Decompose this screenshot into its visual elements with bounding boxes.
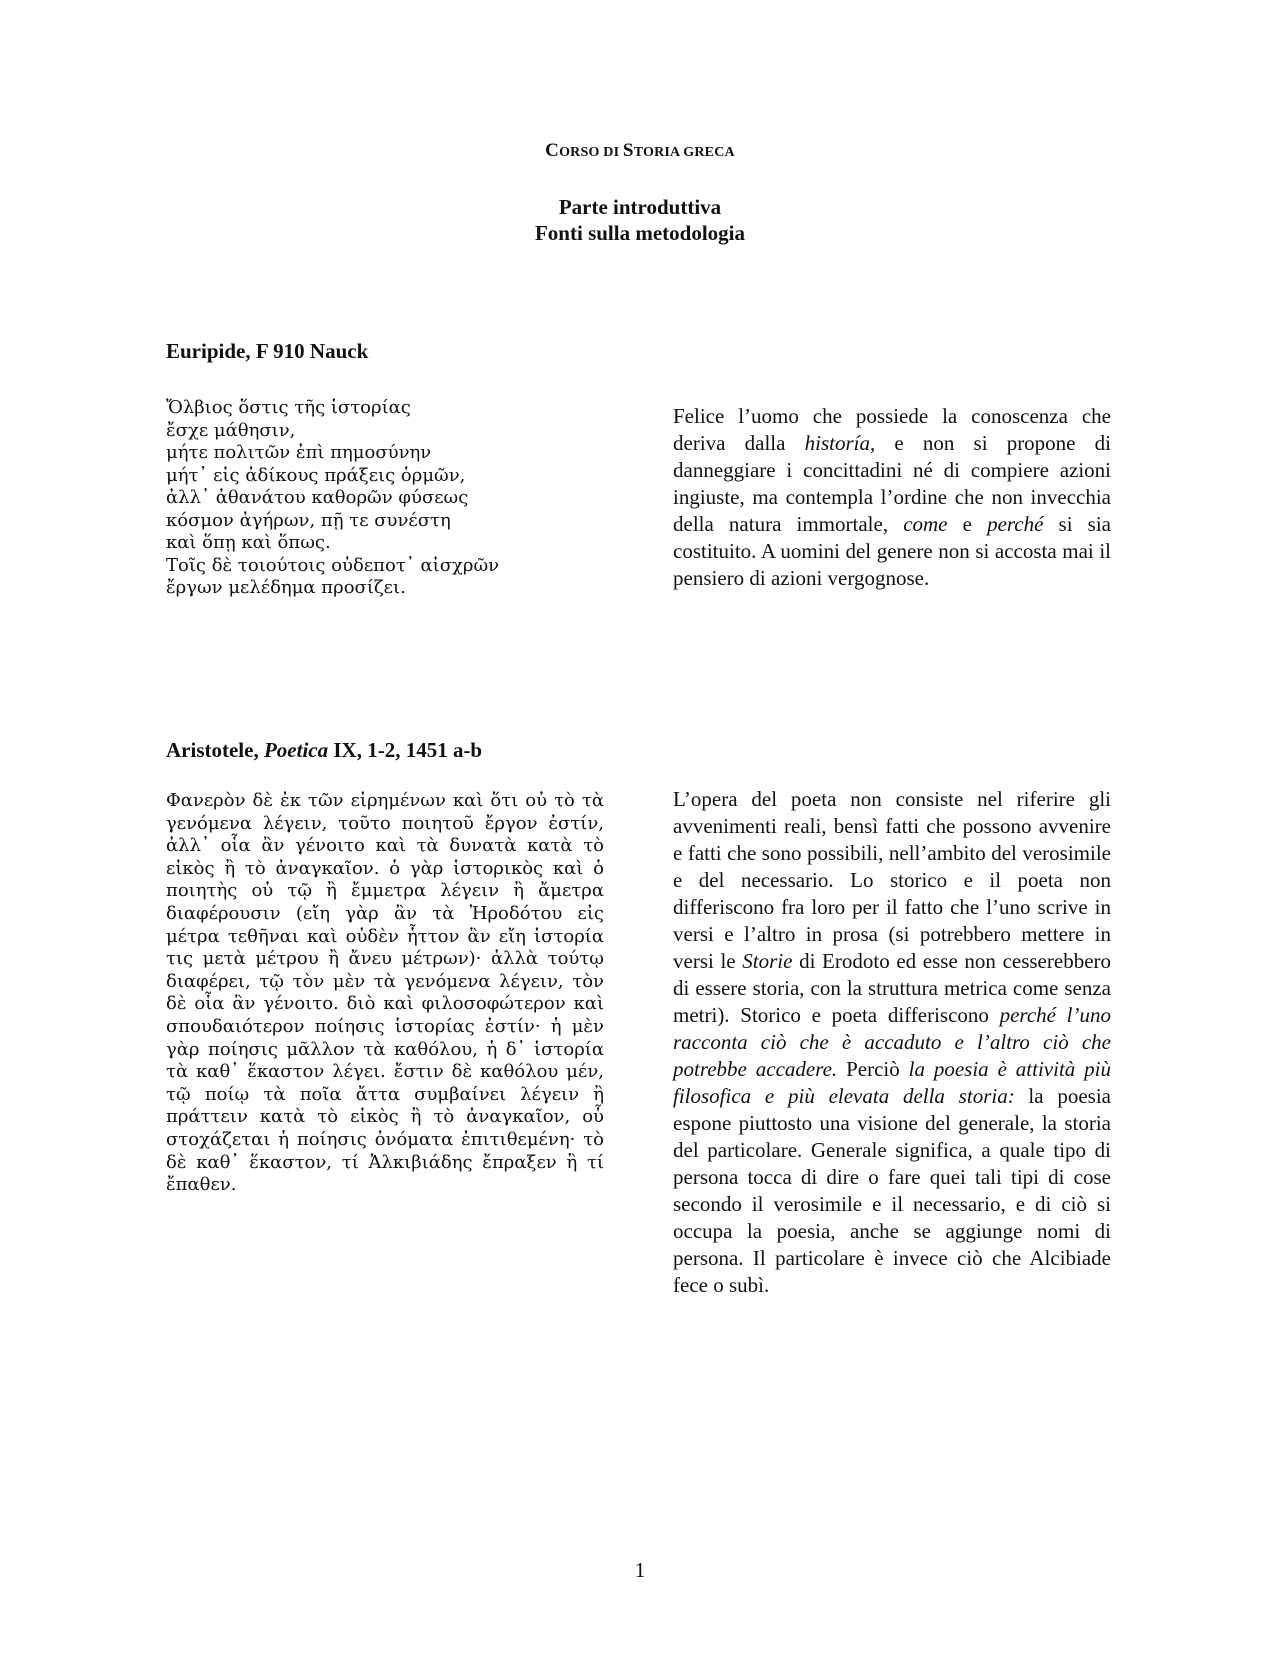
verse-line: ἔργων μελέδημα προσίζει.: [166, 577, 406, 598]
part-title-line-2: Fonti sulla metodologia: [534, 221, 745, 245]
translation-aristotele: L’opera del poeta non consiste nel riferire gli avvenimenti reali, bensì fatti che possono avvenire e fatti che sono possibili, nell’ambito del verosimile e del necessario. Lo storico e il poeta non differiscono fra loro per il fatto che l’uno scrive in versi e l’altro in prosa (si potrebbero mettere in versi le Storie di Erodoto ed esse non cesserebbero di essere storia, con la struttura metrica come senza metri). Storico e poeta differiscono perché l’uno racconta ciò che è accaduto e l’altro ciò che potrebbe accadere. Perciò la poesia è attività più filosofica e più elevata della storia: la poesia espone piuttosto una visione del generale, la storia del particolare. Generale significa, a quale tipo di persona tocca di dire o fare quei tali tipi di cose secondo il verosimile e il necessario, e di ciò si occupa la poesia, anche se aggiunge nomi di persona. Il particolare è invece ciò che Alcibiade fece o subì.: [673, 787, 1112, 1297]
course-title: CORSO DI STORIA GRECA: [545, 140, 735, 161]
page-number: 1: [634, 1558, 646, 1582]
section-heading-aristotele: Aristotele, Poetica IX, 1-2, 1451 a-b: [166, 738, 483, 762]
verse-line: ἀλλ᾽ ἀθανάτου καθορῶν φύσεως: [166, 487, 469, 508]
verse-line: μήτ᾽ εἰς ἀδίκους πράξεις ὁρμῶν,: [166, 464, 466, 486]
greek-text-aristotele: Φανερὸν δὲ ἐκ τῶν εἰρημένων καὶ ὅτι οὐ τὸ τὰ γενόμενα λέγειν, τοῦτο ποιητοῦ ἔργον ἐστίν, ἀλλ᾽ οἷα ἂν γένοιτο καὶ τὰ δυνατὰ κατὰ τὸ εἰκὸς ἢ τὸ ἀναγκαῖον. ὁ γὰρ ἱστορικὸς καὶ ὁ ποιητὴς οὐ τῷ ἢ ἔμμετρα λέγειν ἢ ἄμετρα διαφέρουσιν (εἴη γὰρ ἂν τὰ Ἡροδότου εἰς μέτρα τεθῆναι καὶ οὐδὲν ἧττον ἂν εἴη ἱστορία τις μετὰ μέτρου ἢ ἄνευ μέτρων)· ἀλλὰ τούτῳ διαφέρει, τῷ τὸν μὲν τὰ γενόμενα λέγειν, τὸν δὲ οἷα ἂν γένοιτο. διὸ καὶ φιλοσοφώτερον καὶ σπουδαιότερον ποίησις ἱστορίας ἐστίν· ἡ μὲν γὰρ ποίησις μᾶλλον τὰ καθόλου, ἡ δ᾽ ἱστορία τὰ καθ᾽ ἕκαστον λέγει. ἔστιν δὲ καθόλου μέν, τῷ ποίῳ τὰ ποῖα ἄττα συμβαίνει λέγειν ἢ πράττειν κατὰ τὸ εἰκὸς ἢ τὸ ἀναγκαῖον, οὗ στοχάζεται ἡ ποίησις ὀνόματα ἐπιτιθεμένη· τὸ δὲ καθ᾽ ἕκαστον, τί Ἀλκιβιάδης ἔπραξεν ἢ τί ἔπαθεν.: [166, 790, 604, 1196]
verse-line: Τοῖς δὲ τοιούτοις οὐδεποτ᾽ αἰσχρῶν: [166, 554, 500, 576]
part-title: [0, 194, 1280, 246]
verse-line: ἔσχε μάθησιν,: [166, 419, 296, 441]
verse-line: καὶ ὅπῃ καὶ ὅπως.: [166, 532, 331, 553]
verse-line: κόσμον ἀγήρων, πῇ τε συνέστη: [166, 509, 451, 531]
translation-euripide: Felice l’uomo che possiede la conoscenza che deriva dalla historía, e non si propone di danneggiare i concittadini né di compiere azioni ingiuste, ma contempla l’ordine che non invecchia della natura immortale, come e perché si sia costituito. A uomini del genere non si accosta mai il pensiero di azioni vergognose.: [673, 404, 1111, 590]
verse-line: Ὄλβιος ὅστις τῆς ἱστορίας: [166, 397, 411, 418]
part-title-line-1: Parte introduttiva: [558, 195, 722, 219]
verse-line: μήτε πολιτῶν ἐπὶ πημοσύνην: [166, 442, 432, 463]
greek-verse-euripide: [166, 397, 604, 600]
section-heading-euripide: Euripide, F 910 Nauck: [166, 339, 369, 363]
